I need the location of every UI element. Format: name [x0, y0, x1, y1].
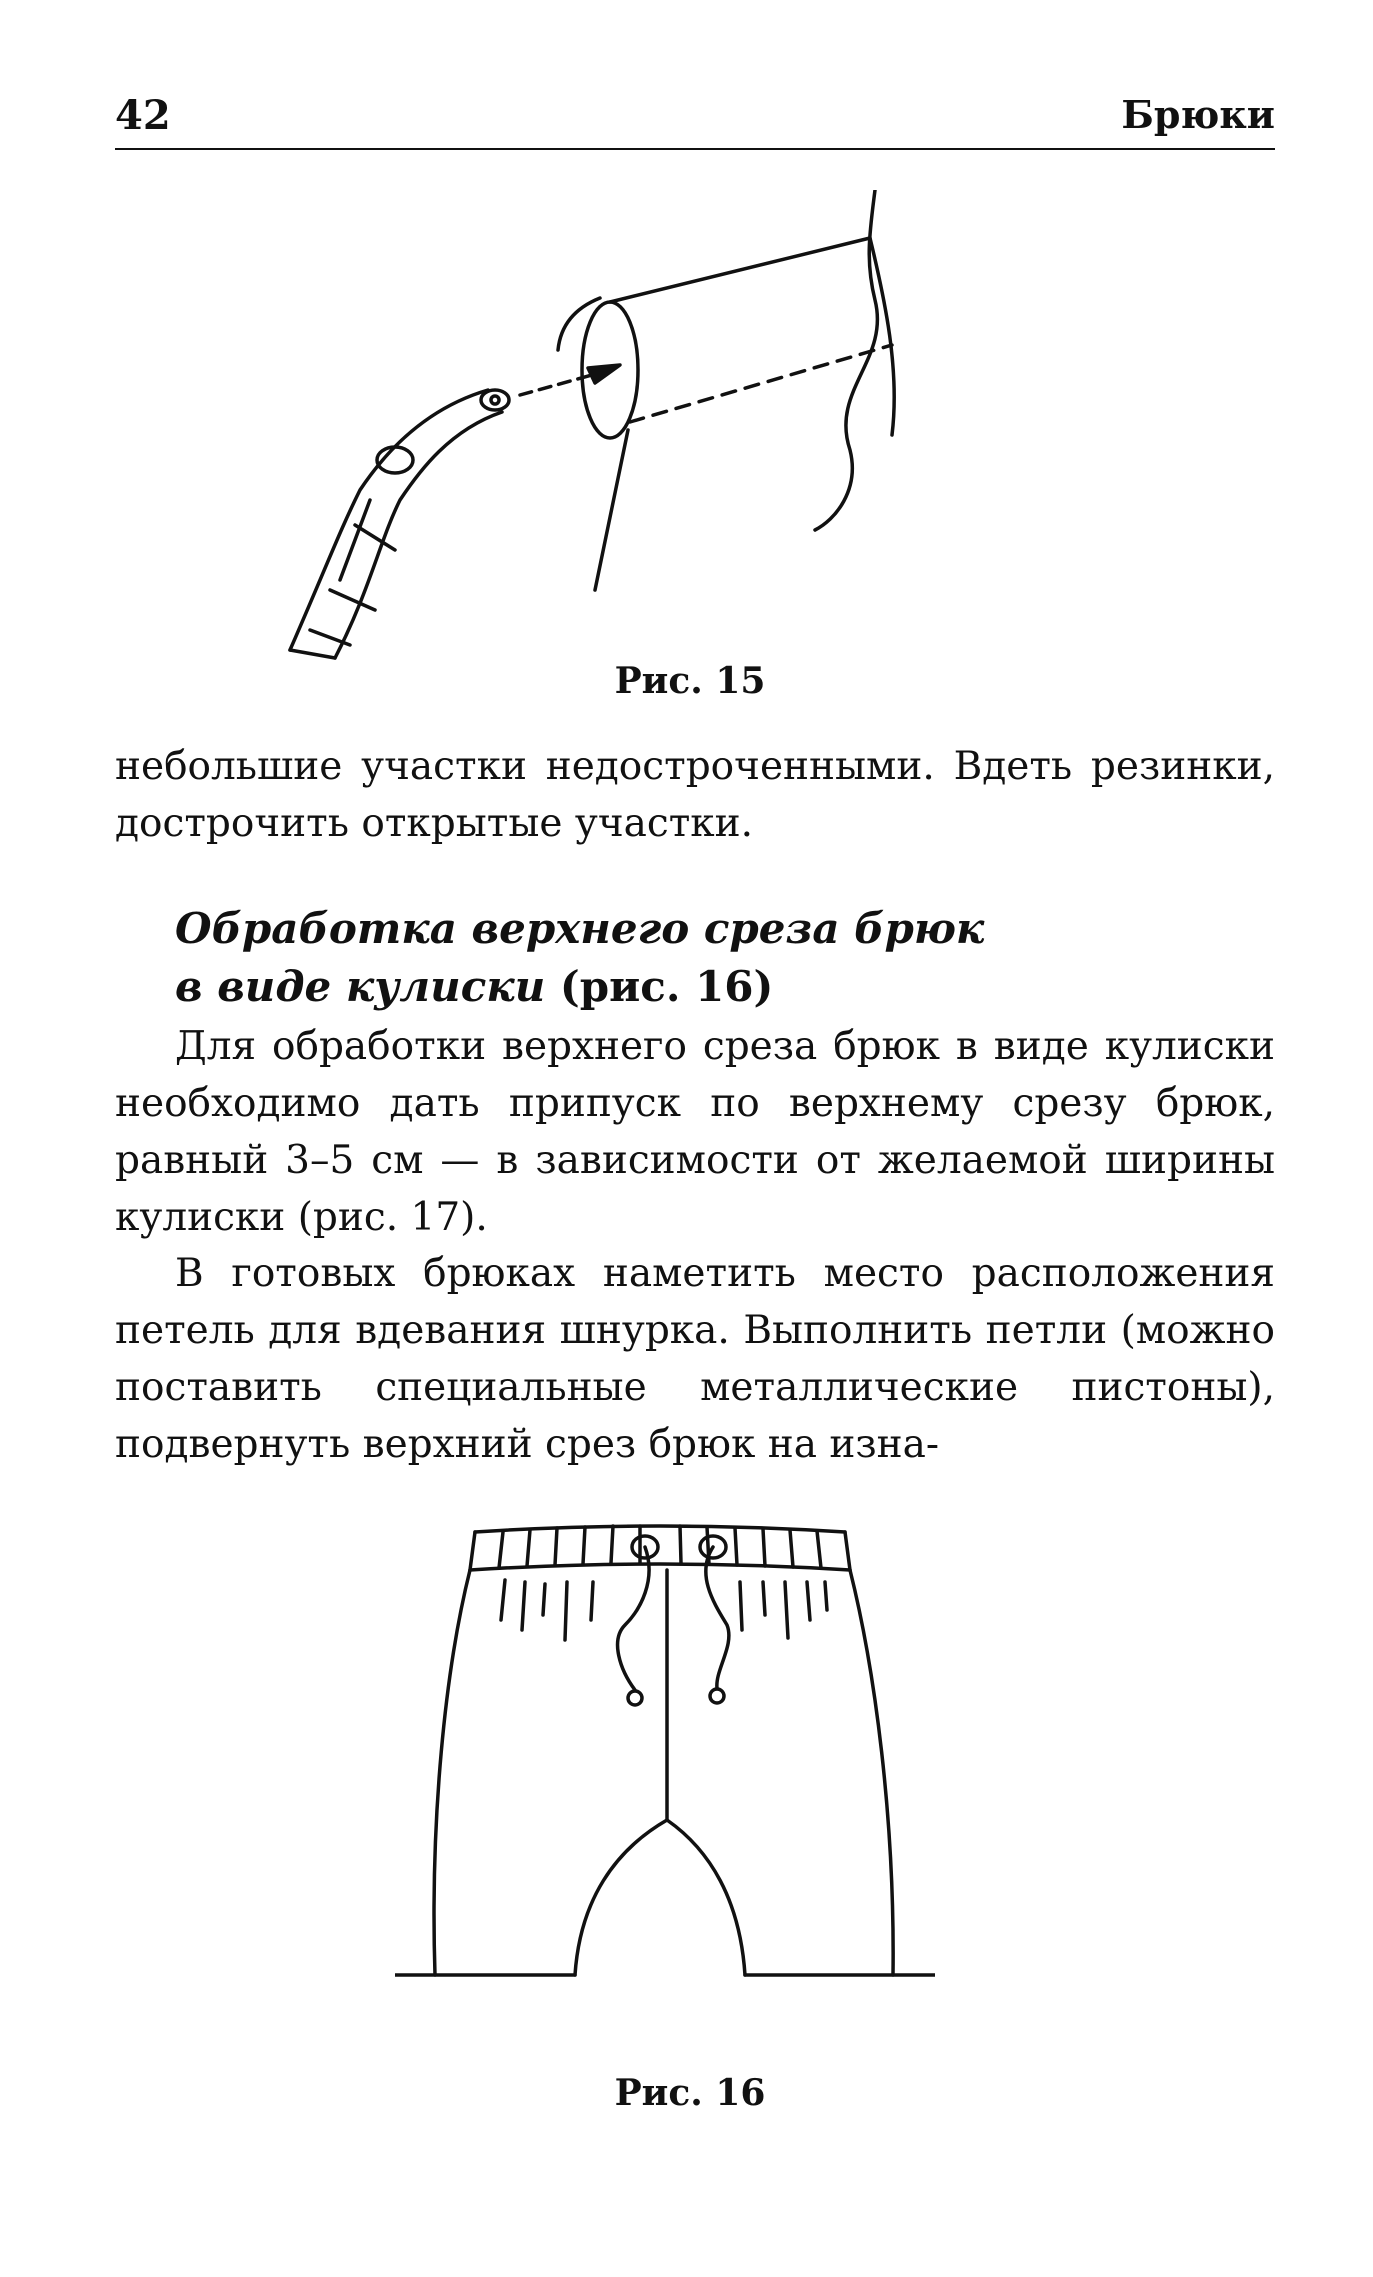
section-heading-figure-ref: (рис. 16)	[545, 962, 774, 1011]
figure-16-caption: Рис. 16	[614, 2072, 766, 2114]
paragraph-1-text: небольшие участки недостроченными. Вдеть резинки, дострочить открытые участки.	[115, 744, 1275, 846]
section-heading-line1: Обработка верхнего среза брюк	[175, 904, 985, 953]
section-heading	[175, 900, 1275, 1016]
figure-15-illustration	[270, 190, 930, 670]
paragraph-1	[115, 738, 1275, 852]
figure-15-caption: Рис. 15	[614, 660, 766, 702]
figure-16-illustration	[395, 1520, 935, 2020]
page-number: 42	[115, 92, 171, 139]
running-title: Брюки	[1121, 92, 1275, 137]
paragraph-3	[115, 1245, 1275, 1473]
paragraph-2-text: Для обработки верхнего среза брюк в виде кулиски необходимо дать припуск по верхнему срезу брюк, равный 3–5 см — в зависимости от желаемой ширины кулиски (рис. 17).	[115, 1024, 1275, 1240]
paragraph-2	[115, 1018, 1275, 1246]
section-heading-line2: в виде кулиски	[175, 962, 546, 1011]
paragraph-3-text: В готовых брюках наметить место расположения петель для вдевания шнурка. Выполнить петли (можно поставить специальные металлические пистоны), подвернуть верхний срез брюк на изна-	[115, 1251, 1275, 1467]
page-header	[115, 92, 1275, 150]
